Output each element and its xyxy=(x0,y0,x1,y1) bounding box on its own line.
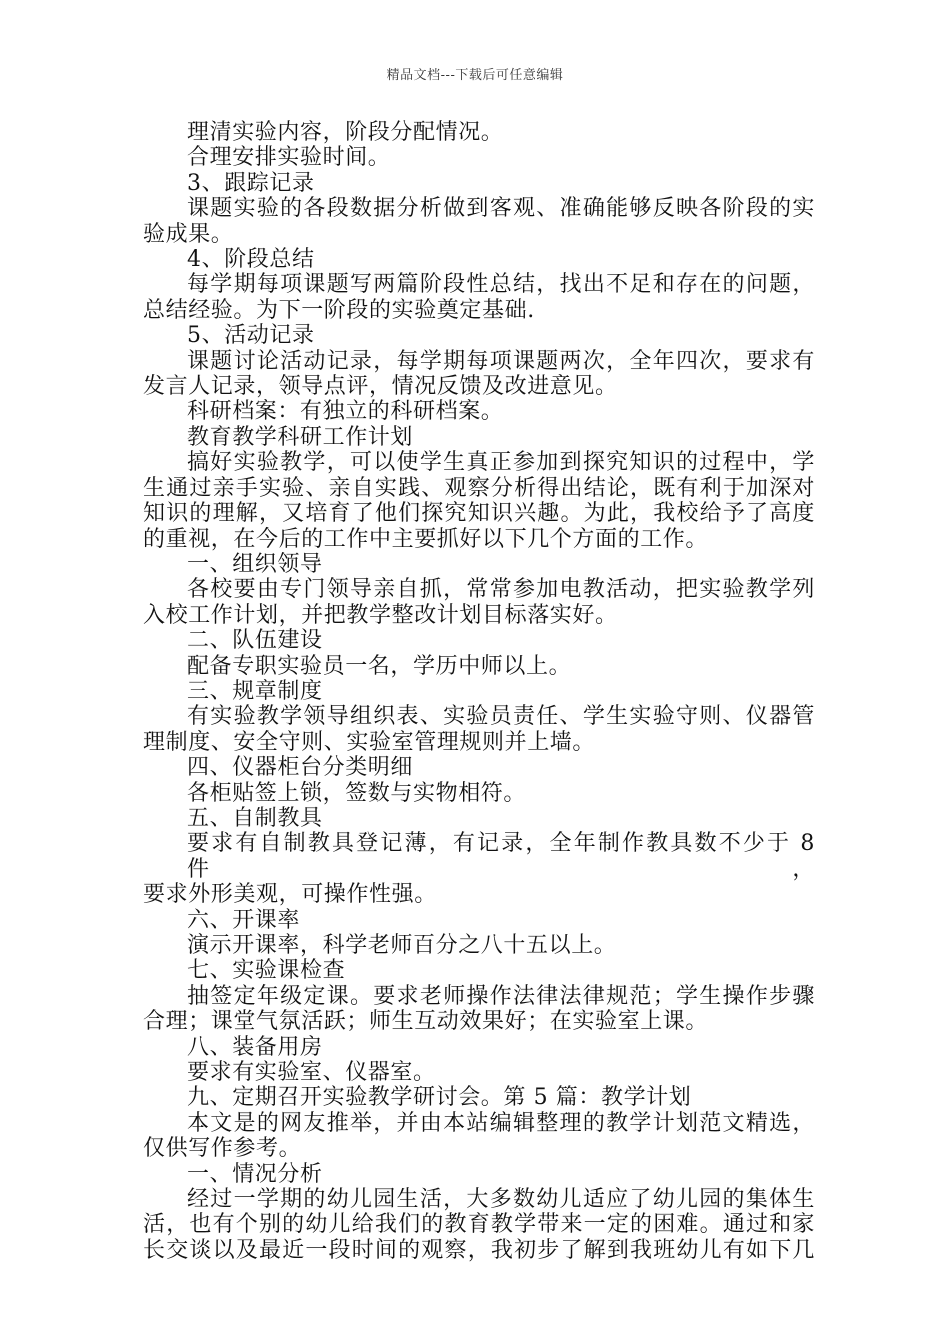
text-line: 知识的理解，又培育了他们探究知识兴趣。为此，我校给予了高度 xyxy=(143,501,815,527)
text-line: 九、定期召开实验教学研讨会。第 5 篇：教学计划 xyxy=(187,1085,692,1111)
document-body xyxy=(143,120,815,1263)
text-line: 演示开课率，科学老师百分之八十五以上。 xyxy=(187,933,617,958)
text-line: 每学期每项课题写两篇阶段性总结，找出不足和存在的问题， xyxy=(187,272,815,298)
text-line: 有实验教学领导组织表、实验员责任、学生实验守则、仪器管 xyxy=(187,704,815,730)
text-line: 三、规章制度 xyxy=(187,678,323,704)
text-line: 发言人记录，领导点评，情况反馈及改进意见。 xyxy=(143,374,618,400)
text-line: 要求有自制教具登记薄，有记录，全年制作教具数不少于 8 件， xyxy=(187,831,815,882)
text-line: 本文是的网友推举，并由本站编辑整理的教学计划范文精选， xyxy=(187,1110,815,1136)
text-line: 二、队伍建设 xyxy=(187,628,323,654)
text-line: 活，也有个别的幼儿给我们的教育教学带来一定的困难。通过和家 xyxy=(143,1212,815,1238)
text-line: 合理安排实验时间。 xyxy=(187,145,391,171)
text-line: 四、仪器柜台分类明细 xyxy=(187,755,414,781)
text-line: 4、阶段总结 xyxy=(187,247,315,273)
text-line: 一、情况分析 xyxy=(187,1161,323,1187)
text-line: 配备专职实验员一名，学历中师以上。 xyxy=(187,653,572,679)
text-line: 合理；课堂气氛活跃；师生互动效果好；在实验室上课。 xyxy=(143,1009,709,1035)
text-line: 生通过亲手实验、亲自实践、观察分析得出结论，既有利于加深对 xyxy=(143,475,815,501)
page-header: 精品文档---下载后可任意编辑 xyxy=(386,68,564,83)
text-line: 一、组织领导 xyxy=(187,551,323,577)
text-line: 的重视，在今后的工作中主要抓好以下几个方面的工作。 xyxy=(143,526,709,552)
text-line: 验成果。 xyxy=(143,221,234,247)
text-line: 课题讨论活动记录，每学期每项课题两次，全年四次，要求有 xyxy=(187,348,815,374)
text-line: 3、跟踪记录 xyxy=(187,170,315,196)
text-line: 理清实验内容，阶段分配情况。 xyxy=(187,120,504,145)
text-line: 科研档案：有独立的科研档案。 xyxy=(187,399,504,425)
text-line: 五、自制教具 xyxy=(187,805,323,831)
text-line: 各校要由专门领导亲自抓，常常参加电教活动，把实验教学列 xyxy=(187,577,815,603)
text-line: 六、开课率 xyxy=(187,907,301,933)
text-line: 入校工作计划，并把教学整改计划目标落实好。 xyxy=(143,602,618,628)
text-line: 经过一学期的幼儿园生活，大多数幼儿适应了幼儿园的集体生 xyxy=(187,1187,815,1213)
text-line: 课题实验的各段数据分析做到客观、准确能够反映各阶段的实 xyxy=(187,196,815,222)
text-line: 七、实验课检查 xyxy=(187,958,346,984)
text-line: 理制度、安全守则、实验室管理规则并上墙。 xyxy=(143,729,596,755)
text-line: 5、活动记录 xyxy=(187,323,315,349)
text-line: 长交谈以及最近一段时间的观察，我初步了解到我班幼儿有如下几 xyxy=(143,1237,815,1263)
text-line: 各柜贴签上锁，签数与实物相符。 xyxy=(187,780,527,806)
text-line: 抽签定年级定课。要求老师操作法律法律规范；学生操作步骤 xyxy=(187,983,815,1009)
text-line: 要求外形美观，可操作性强。 xyxy=(143,882,437,908)
text-line: 总结经验。为下一阶段的实验奠定基础. xyxy=(143,297,535,323)
text-line: 要求有实验室、仪器室。 xyxy=(187,1060,436,1086)
text-line: 仅供写作参考。 xyxy=(143,1136,302,1162)
text-line: 教育教学科研工作计划 xyxy=(187,424,414,450)
text-line: 搞好实验教学，可以使学生真正参加到探究知识的过程中，学 xyxy=(187,450,815,476)
text-line: 八、装备用房 xyxy=(187,1034,323,1060)
